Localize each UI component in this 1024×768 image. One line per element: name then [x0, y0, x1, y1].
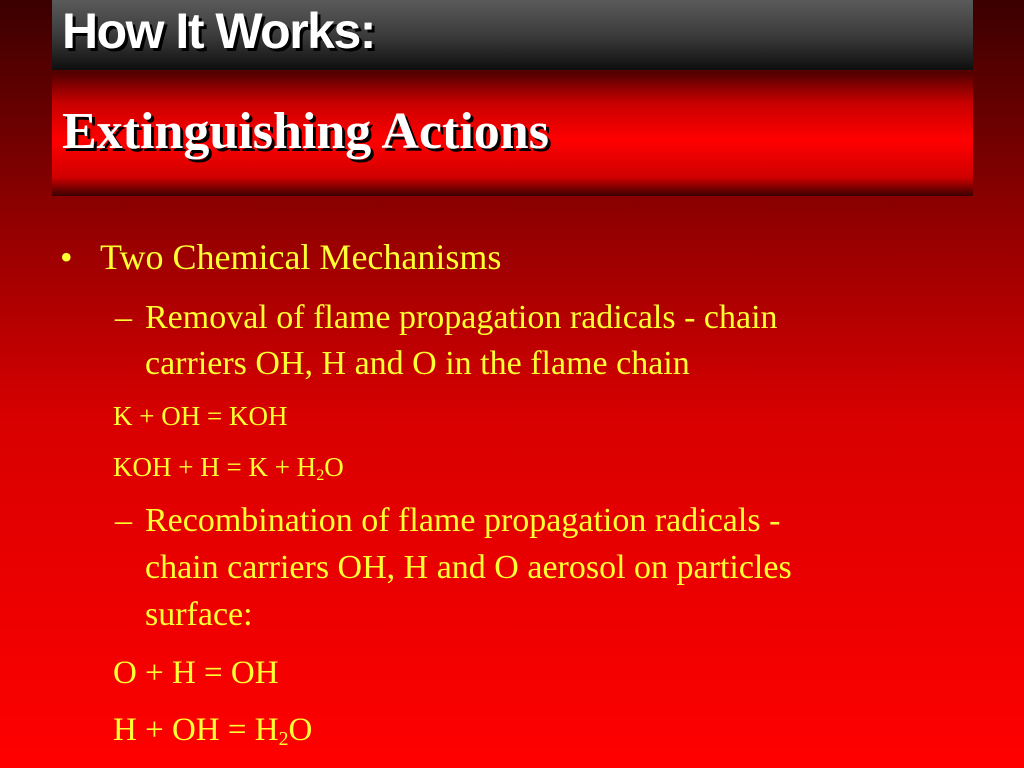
- equation-koh-h: KOH + $H = K + H_2O$: [113, 452, 344, 485]
- dash-marker-1: –: [115, 299, 132, 336]
- equation-o-h: O + H = OH: [113, 655, 279, 691]
- slide-title: How It Works:: [62, 3, 375, 59]
- sub-bullet-1-line-1: Removal of flame propagation radicals - chain: [145, 299, 778, 336]
- bullet-marker: •: [60, 237, 73, 277]
- sub-bullet-1-line-2: carriers OH, H and O in the flame chain: [145, 345, 690, 382]
- sub-bullet-2-line-2: chain carriers OH, H and O aerosol on particles: [145, 549, 792, 586]
- equation-h-oh: H + OH = $H_2O$: [113, 712, 313, 750]
- slide-subtitle: Extinguishing Actions: [62, 103, 549, 160]
- sub-bullet-2-line-3: surface:: [145, 596, 253, 633]
- sub-bullet-2-line-1: Recombination of flame propagation radicals -: [145, 502, 781, 539]
- equation-k-oh: K + OH = KOH: [113, 401, 288, 431]
- bullet-two-chemical-mechanisms: Two Chemical Mechanisms: [100, 237, 502, 277]
- dash-marker-2: –: [115, 502, 132, 539]
